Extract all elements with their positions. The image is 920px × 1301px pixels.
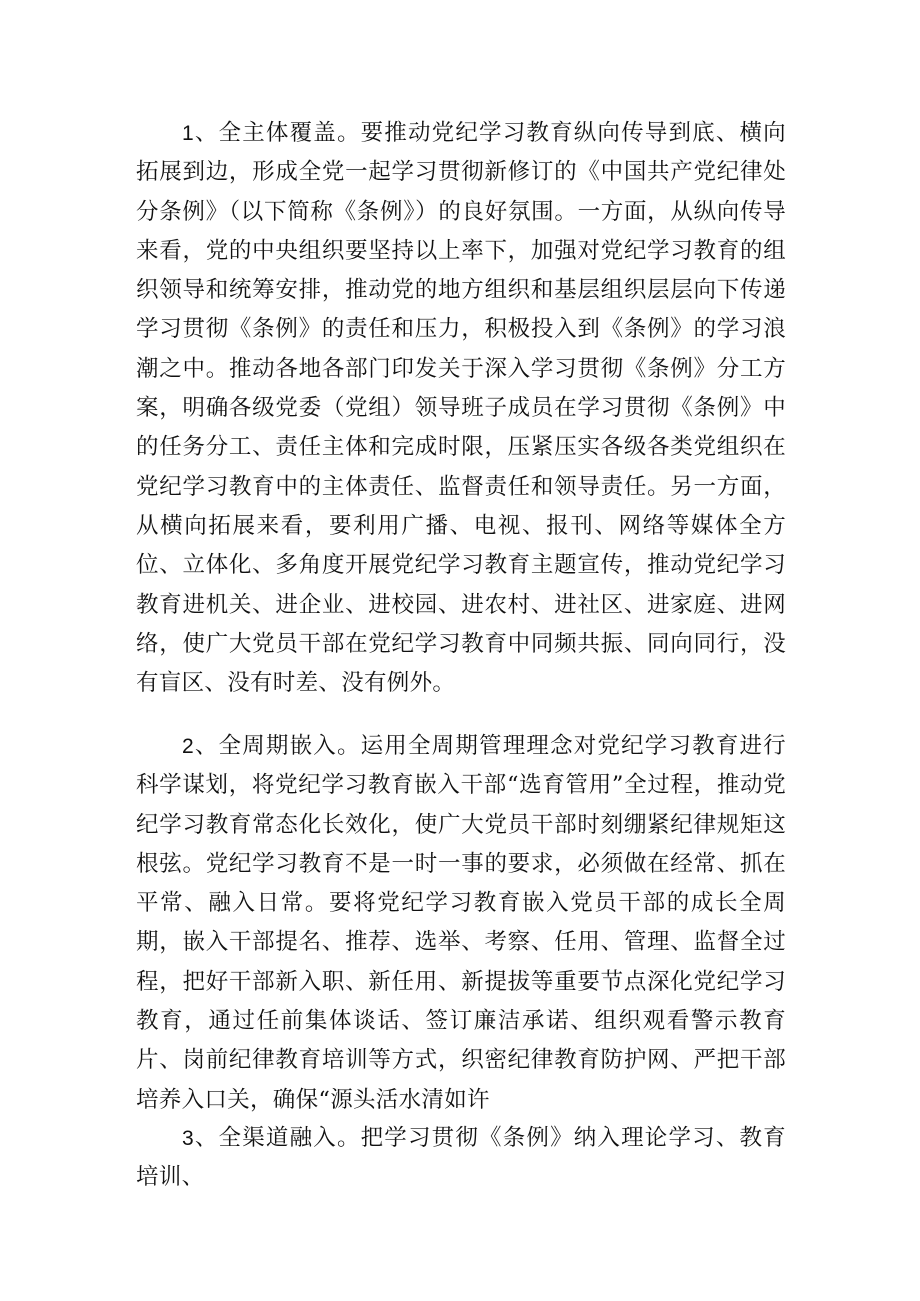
paragraph-2-text: 、全周期嵌入。运用全周期管理理念对党纪学习教育进行科学谋划，将党纪学习教育嵌入干部“选育管用”全过程，推动党纪学习教育常态化长效化，使广大党员干部时刻绷紧纪律规矩这根弦。党纪学习教育不是一时一事的要求，必须做在经常、抓在平常、融入日常。要将党纪学习教育嵌入党员干部的成长全周期，嵌入干部提名、推荐、选举、考察、任用、管理、监督全过程，把好干部新入职、新任用、新提拔等重要节点深化党纪学习教育，通过任前集体谈话、签订廉洁承诺、组织观看警示教育片、岗前纪律教育培训等方式，织密纪律教育防护网、严把干部培养入口关，确保“源头活水清如许 <box>136 733 786 1113</box>
paragraph-3 <box>136 1119 786 1198</box>
paragraph-3-number: 3 <box>182 1127 194 1150</box>
paragraph-1-text: 、全主体覆盖。要推动党纪学习教育纵向传导到底、横向拓展到边，形成全党一起学习贯彻新修订的《中国共产党纪律处分条例》（以下简称《条例》）的良好氛围。一方面，从纵向传导来看，党的中央组织要坚持以上率下，加强对党纪学习教育的组织领导和统筹安排，推动党的地方组织和基层组织层层向下传递学习贯彻《条例》的责任和压力，积极投入到《条例》的学习浪潮之中。推动各地各部门印发关于深入学习贯彻《条例》分工方案，明确各级党委（党组）领导班子成员在学习贯彻《条例》中的任务分工、责任主体和完成时限，压紧压实各级各类党组织在党纪学习教育中的主体责任、监督责任和领导责任。另一方面，从横向拓展来看，要利用广播、电视、报刊、网络等媒体全方位、立体化、多角度开展党纪学习教育主题宣传，推动党纪学习教育进机关、进企业、进校园、进农村、进社区、进家庭、进网络，使广大党员干部在党纪学习教育中同频共振、同向同行，没有盲区、没有时差、没有例外。 <box>136 120 786 697</box>
paragraph-2-number: 2 <box>182 735 194 758</box>
paragraph-1-number: 1 <box>182 122 194 145</box>
paragraph-3-text: 、全渠道融入。把学习贯彻《条例》纳入理论学习、教育培训、 <box>136 1125 786 1191</box>
paragraph-2 <box>136 727 786 1120</box>
paragraph-1 <box>136 114 786 703</box>
